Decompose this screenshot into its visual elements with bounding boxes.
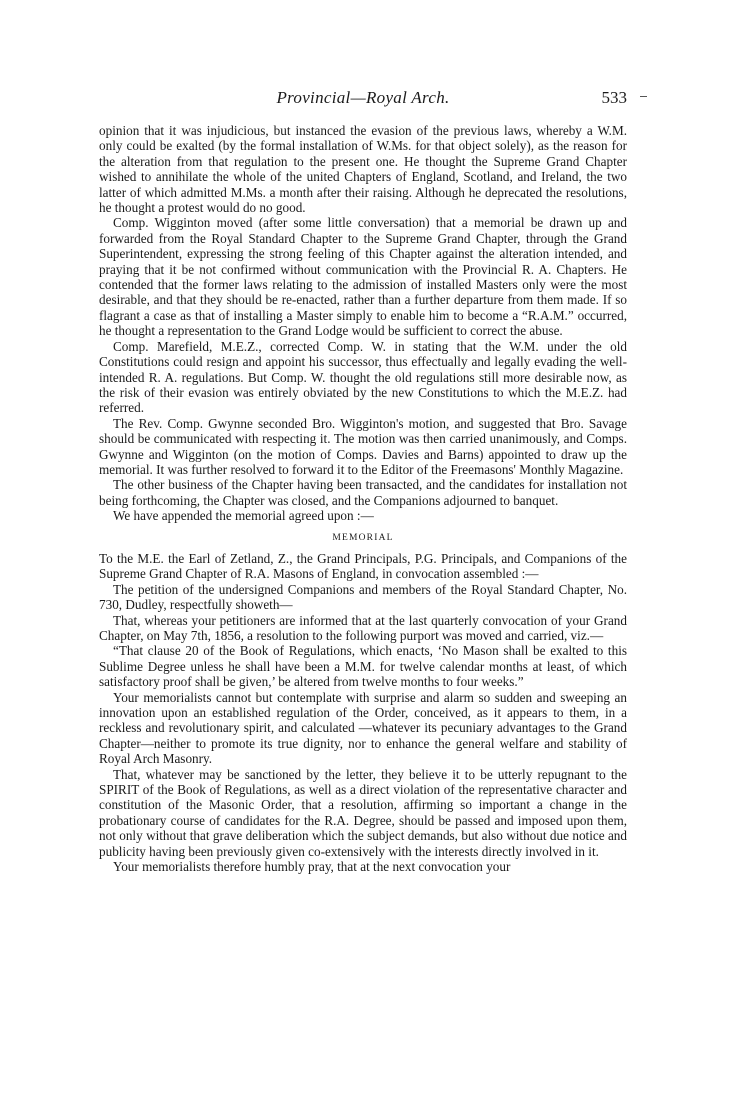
- memorial-paragraph: That, whereas your petitioners are informed that at the last quarterly convocation of your Grand Chapter, on May 7th, 1856, a resolution to the following purport was moved and carried, viz.—: [99, 612, 627, 643]
- memorial-address: To the M.E. the Earl of Zetland, Z., the Grand Principals, P.G. Principals, and Companions of the Supreme Grand Chapter of R.A. Masons of England, in convocation assembled :—: [99, 550, 627, 582]
- paragraph: Comp. Wigginton moved (after some little conversation) that a memorial be drawn up and forwarded from the Royal Standard Chapter to the Supreme Grand Chapter, through the Grand Superintendent, expressing the strong feeling of this Chapter against the alteration intended, and praying that it be not confirmed without communication with the Provincial R. A. Chapters. He contended that the former laws relating to the admission of installed Masters only were the most desirable, and that they should be re-enacted, rather than a further departure from them made. If so flagrant a case as that of installing a Master simply to enable him to become a “R.A.M.” occurred, he thought a representation to the Grand Lodge would be sufficient to correct the abuse.: [99, 215, 627, 339]
- paragraph: opinion that it was injudicious, but instanced the evasion of the previous laws, whereby a W.M. only could be exalted (by the formal installation of W.Ms. for that object solely), as the reason for the alteration from that regulation to the present one. He thought the Supreme Grand Chapter wished to annihilate the whole of the united Chapters of England, Scotland, and Ireland, the two latter of which admitted M.Ms. a month after their raising. Although he deprecated the resolutions, he thought a protest would do no good.: [99, 123, 627, 216]
- memorial-paragraph: The petition of the undersigned Companions and members of the Royal Standard Chapter, No. 730, Dudley, respectfully showeth—: [99, 581, 627, 613]
- paragraph: The Rev. Comp. Gwynne seconded Bro. Wigginton's motion, and suggested that Bro. Savage should be communicated with respecting it. The motion was then carried unanimously, and Comps. Gwynne and Wigginton (on the motion of Comps. Davies and Barns) appointed to draw up the memorial. It was further resolved to forward it to the Editor of the Freemasons' Monthly Magazine.: [99, 415, 627, 477]
- article-body: [99, 123, 627, 875]
- memorial-paragraph: That, whatever may be sanctioned by the letter, they believe it to be utterly repugnant to the SPIRIT of the Book of Regulations, as well as a direct violation of the representative character and constitution of the Masonic Order, that a resolution, affirming so important a change in the probationary course of candidates for the R.A. Degree, should be passed and imposed upon them, not only without that grave deliberation which the subject demands, but also without due notice and publicity having been previously given co-extensively with the interests directly involved in it.: [99, 766, 627, 859]
- running-title: Provincial—Royal Arch.: [276, 88, 450, 107]
- paragraph: The other business of the Chapter having been transacted, and the candidates for installation not being forthcoming, the Chapter was closed, and the Companions adjourned to banquet.: [99, 477, 627, 508]
- paragraph: We have appended the memorial agreed upon :—: [113, 508, 374, 524]
- paragraph: Comp. Marefield, M.E.Z., corrected Comp. W. in stating that the W.M. under the old Constitutions could resign and appoint his successor, thus effectually and legally evading the well-intended R. A. regulations. But Comp. W. thought the old regulations still more desirable now, as the risk of their evasion was entirely obviated by the new Constitutions to which the M.E.Z. had referred.: [99, 338, 627, 416]
- memorial-section: [99, 551, 627, 875]
- memorial-heading: MEMORIAL: [332, 532, 394, 543]
- header-mark: [640, 96, 647, 97]
- page-number: 533: [601, 88, 627, 107]
- memorial-paragraph: “That clause 20 of the Book of Regulations, which enacts, ‘No Mason shall be exalted to this Sublime Degree unless he shall have been a M.M. for twelve calendar months at least, of which satisfactory proof shall be given,’ be altered from twelve months to four weeks.”: [99, 643, 627, 690]
- memorial-paragraph: Your memorialists therefore humbly pray, that at the next convocation your: [113, 859, 511, 875]
- memorial-paragraph: Your memorialists cannot but contemplate with surprise and alarm so sudden and sweeping an innovation upon an established regulation of the Order, conceived, as it appears to them, in a reckless and revolutionary spirit, and calculated —whatever its pecuniary advantages to the Grand Chapter—neither to promote its true dignity, nor to enhance the general welfare and stability of Royal Arch Masonry.: [99, 689, 627, 767]
- running-head: [99, 88, 627, 108]
